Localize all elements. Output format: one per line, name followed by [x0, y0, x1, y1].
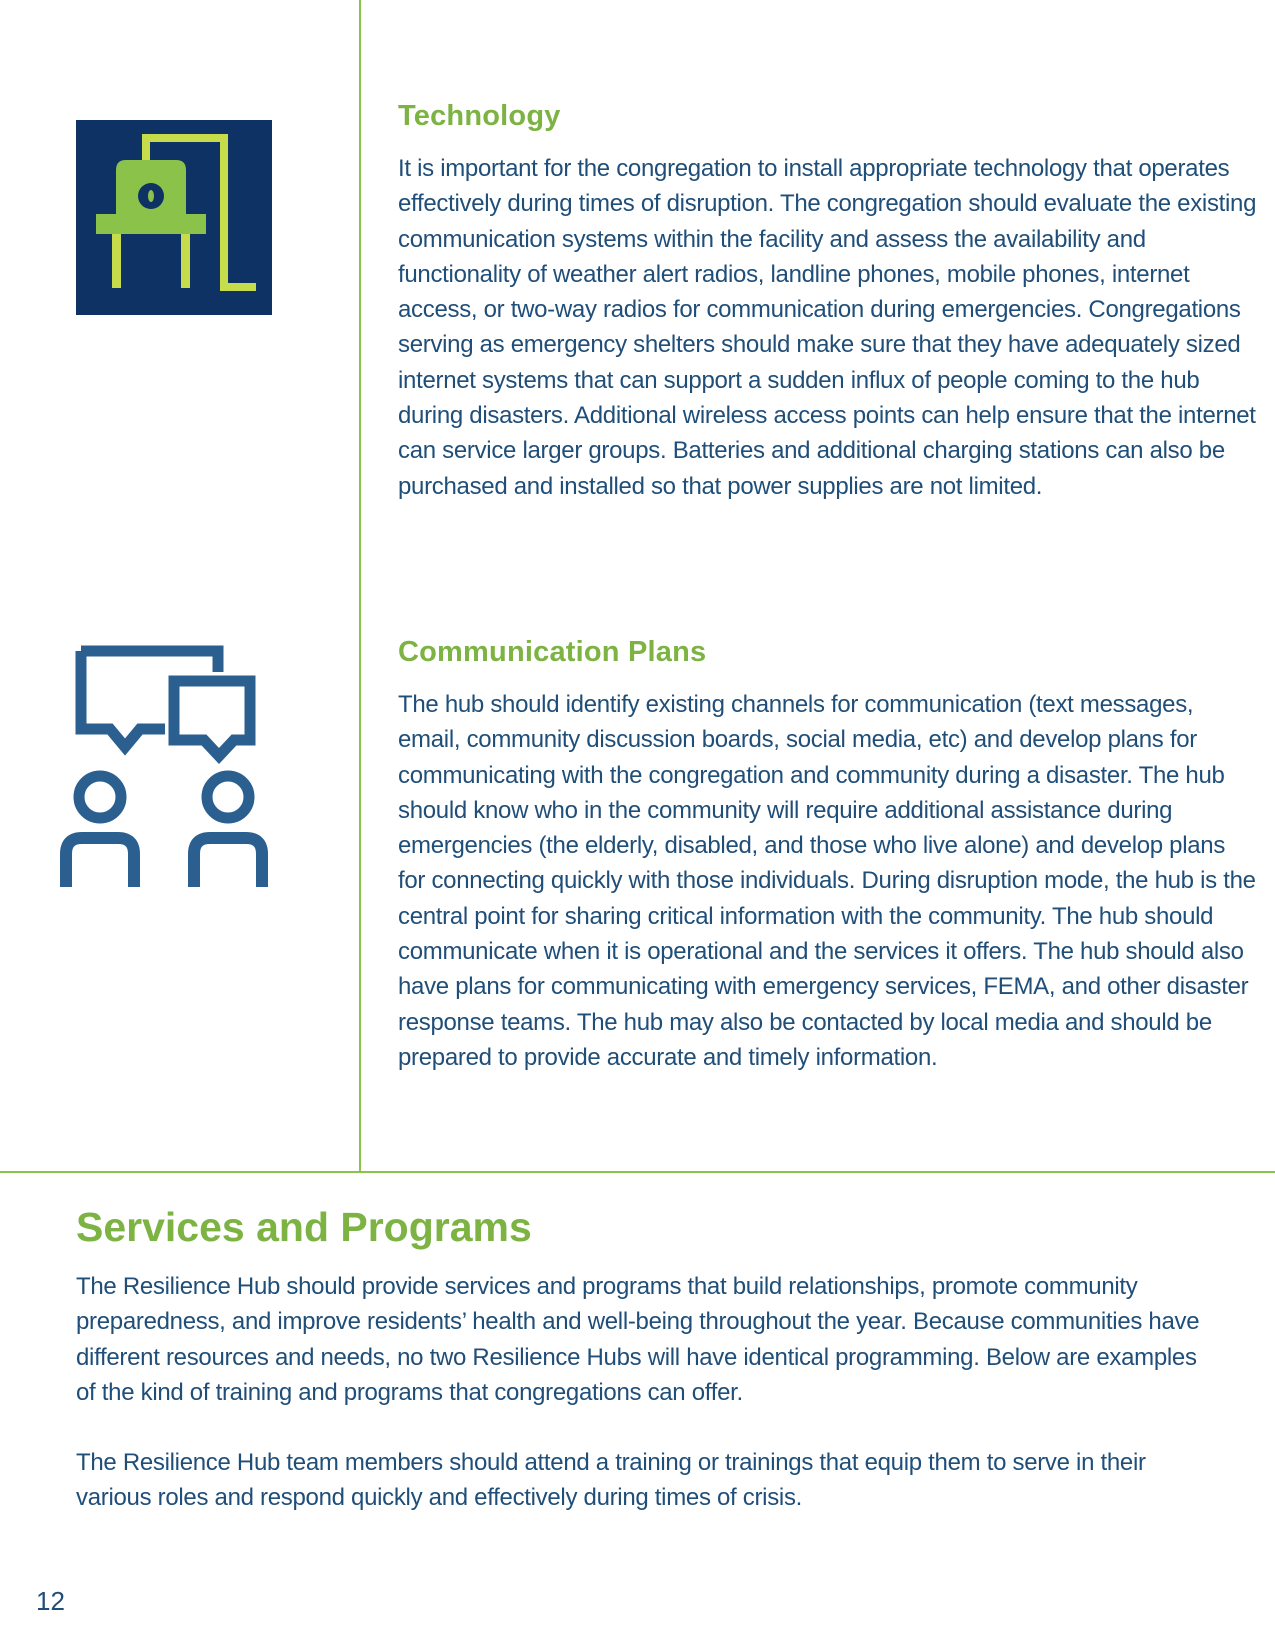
technology-body: It is important for the congregation to install appropriate technology that operates effectively during times of disruption. The congregation should evaluate the existing communication systems within the facility and assess the availability and functionality of weather alert radios, landline phones, mobile phones, internet access, or two-way radios for communication during emergencies. Congregations serving as emergency shelters should make sure that they have adequately sized internet systems that can support a sudden influx of people coming to the hub during disasters. Additional wireless access points can help ensure that the internet can service larger groups. Batteries and additional charging stations can also be purchased and installed so that power supplies are not limited.: [398, 155, 1257, 500]
column-divider-vertical: [359, 0, 361, 1172]
communication-plans-section: [398, 636, 1258, 1075]
communication-plans-body: The hub should identify existing channels for communication (text messages, email, community discussion boards, social media, etc) and develop plans for communicating with the congregation and community during a disaster. The hub should know who in the community will require additional assistance during emergencies (the elderly, disabled, and those who live alone) and develop plans for connecting quickly with those individuals. During disruption mode, the hub is the central point for sharing critical information with the community. The hub should communicate when it is operational and the services it offers. The hub should also have plans for communicating with emergency services, FEMA, and other disaster response teams. The hub may also be contacted by local media and should be prepared to provide accurate and timely information.: [398, 691, 1256, 1071]
people-chat-icon: [60, 642, 274, 888]
page-number: 12: [36, 1586, 65, 1616]
services-programs-section: [76, 1204, 1216, 1551]
section-divider-horizontal: [0, 1171, 1275, 1173]
technology-heading: Technology: [398, 100, 561, 132]
services-paragraph: The Resilience Hub should provide services and programs that build relationships, promote community preparedness, and improve residents’ health and well-being throughout the year. Because communities have different resources and needs, no two Resilience Hubs will have identical programming. Below are examples of the kind of training and programs that congregations can offer.: [76, 1273, 1200, 1406]
services-programs-heading: Services and Programs: [76, 1204, 532, 1250]
technology-section: [398, 100, 1258, 504]
services-paragraph: The Resilience Hub team members should attend a training or trainings that equip them to serve in their various roles and respond quickly and effectively during times of crisis.: [76, 1449, 1146, 1512]
technology-icon: [76, 120, 272, 315]
communication-plans-heading: Communication Plans: [398, 636, 707, 668]
